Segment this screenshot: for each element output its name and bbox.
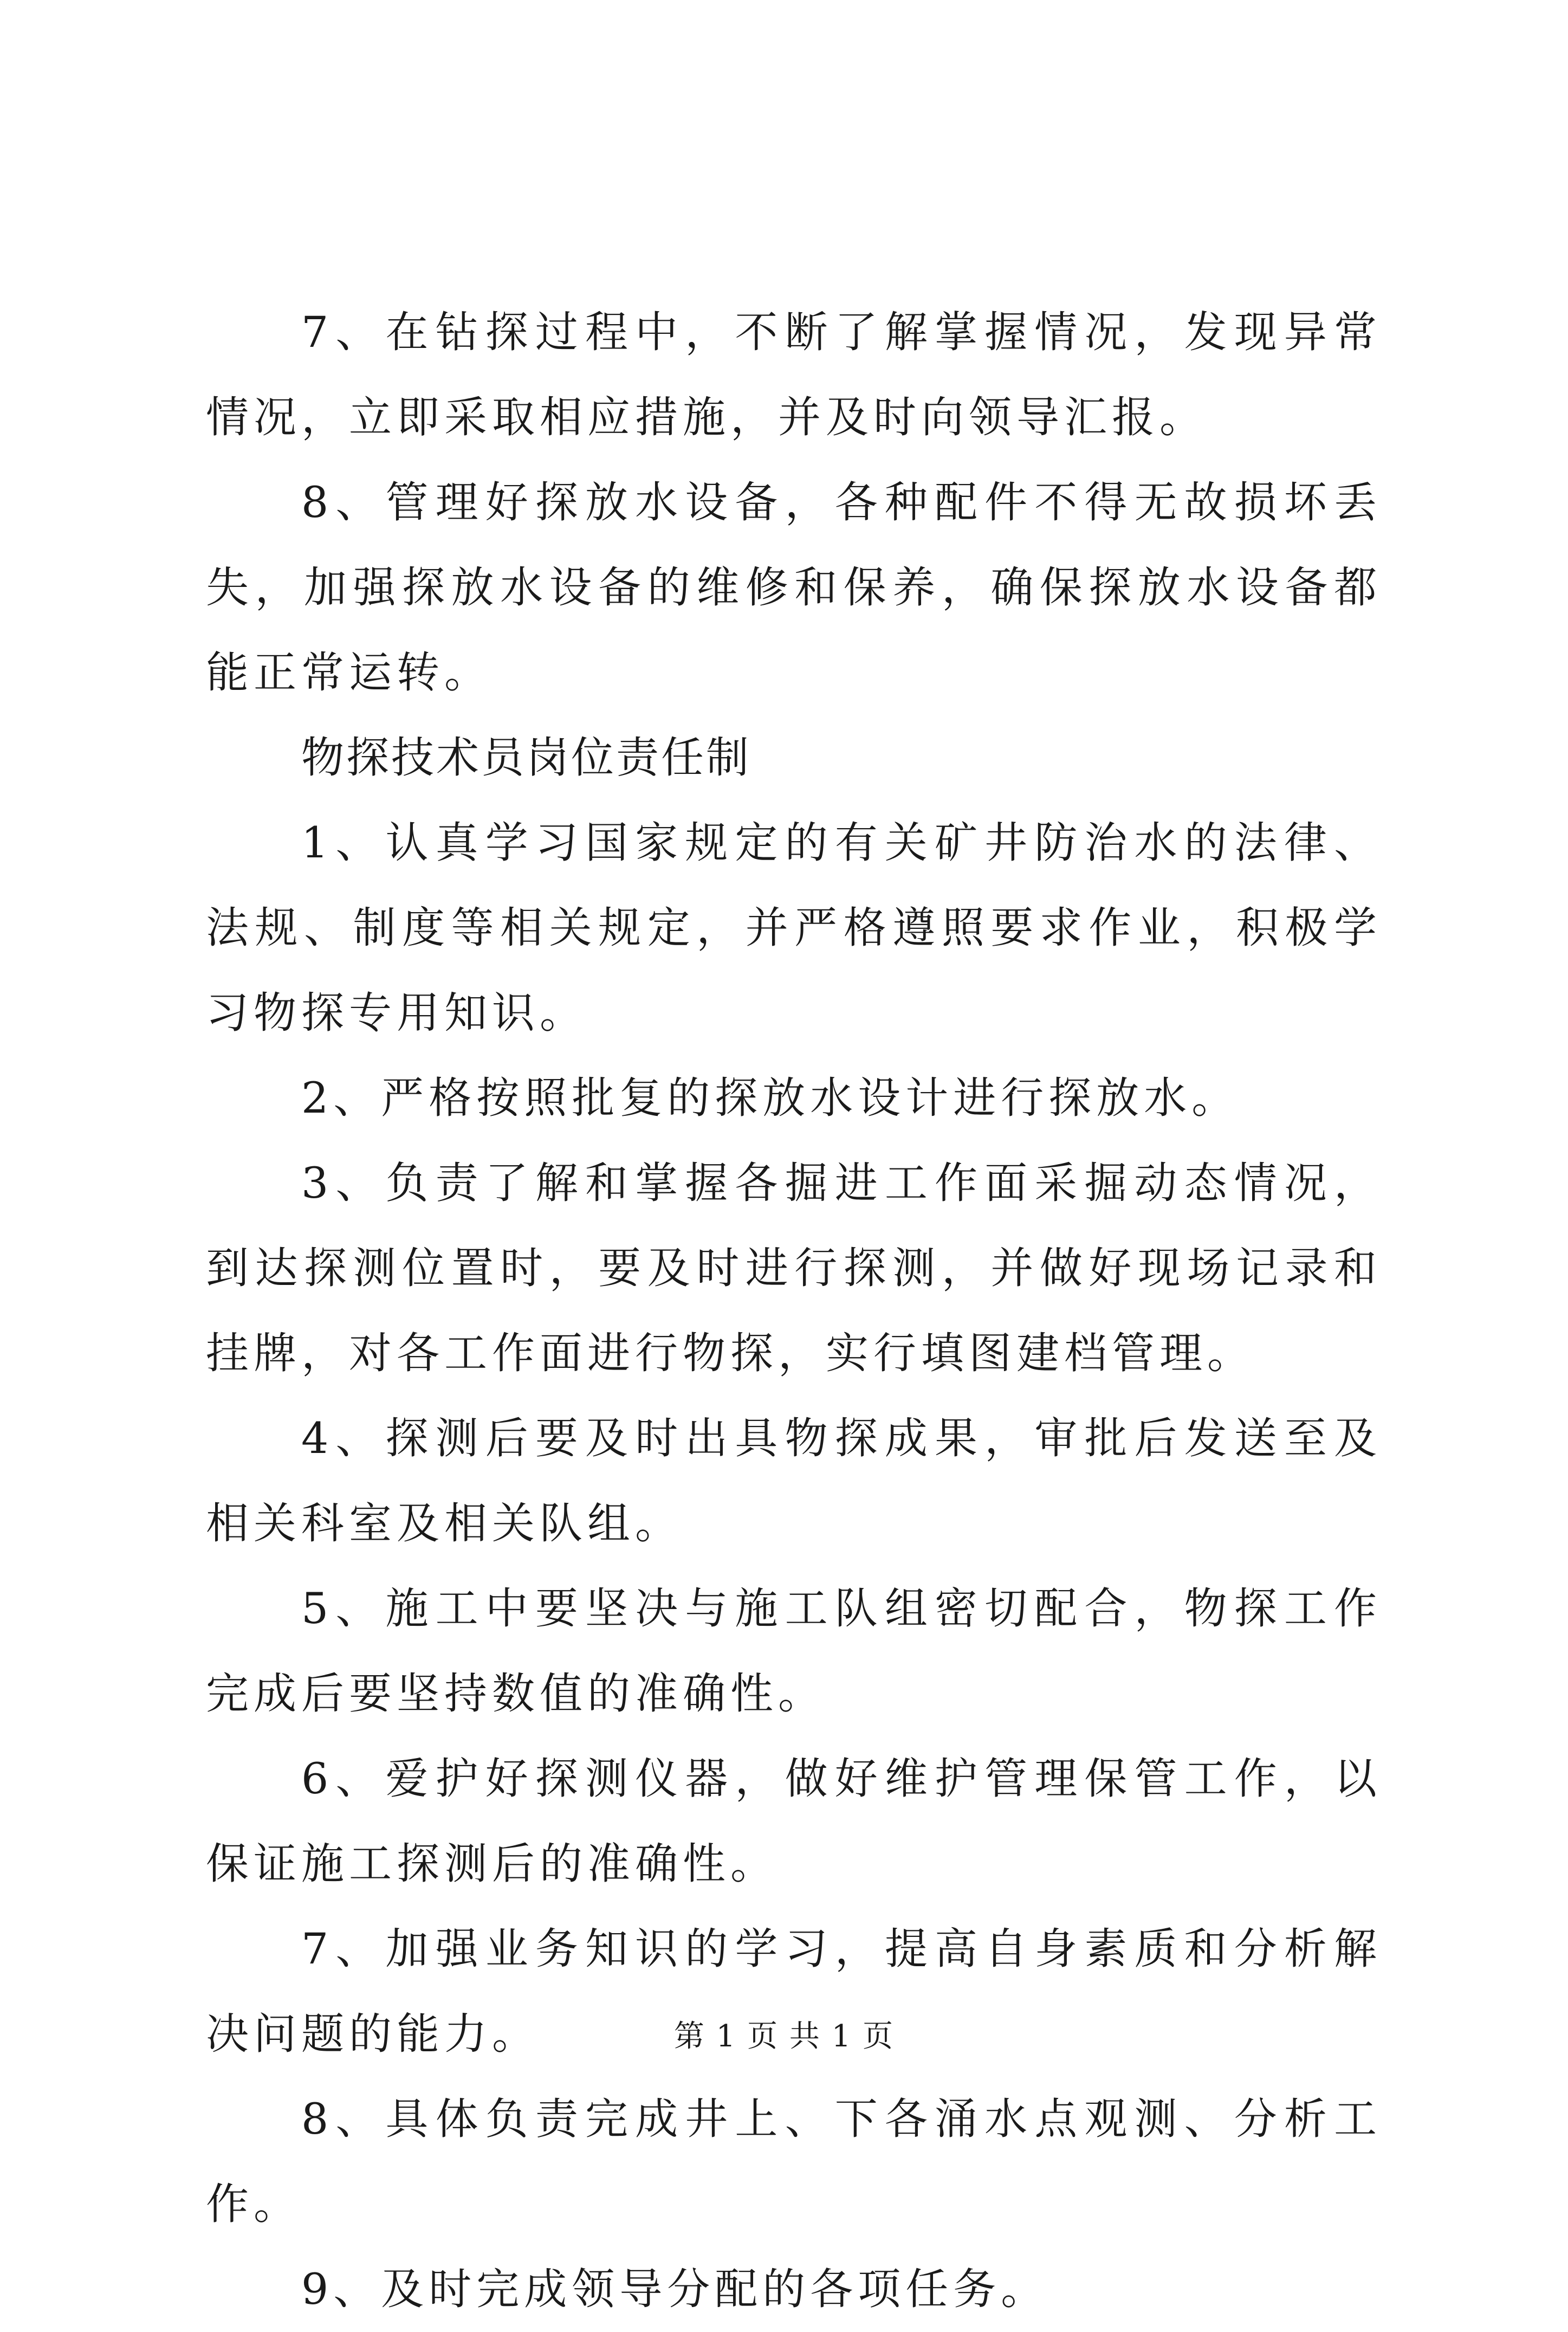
- list-item-2: 2、严格按照批复的探放水设计进行探放水。: [301, 1073, 1240, 1123]
- page-number: 第 1 页 共 1 页: [673, 2019, 895, 2054]
- list-item-7: 7、加强业务知识的学习，提高自身素质和分析解决问题的能力。: [206, 1924, 1382, 2059]
- list-item-4: 4、探测后要及时出具物探成果，审批后发送至及相关科室及相关队组。: [206, 1413, 1382, 1548]
- paragraph-item-8: 8、管理好探放水设备，各种配件不得无故损坏丢失，加强探放水设备的维修和保养，确保探放水设备都能正常运转。: [206, 477, 1382, 697]
- section-title: 物探技术员岗位责任制: [301, 733, 751, 783]
- list-item-8: 8、具体负责完成井上、下各涌水点观测、分析工作。: [206, 2094, 1382, 2229]
- list-item-1: 1、认真学习国家规定的有关矿井防治水的法律、法规、制度等相关规定，并严格遵照要求作业，积极学习物探专用知识。: [206, 818, 1382, 1038]
- list-item-5: 5、施工中要坚决与施工队组密切配合，物探工作完成后要坚持数值的准确性。: [206, 1584, 1382, 1719]
- list-item-3: 3、负责了解和掌握各掘进工作面采掘动态情况，到达探测位置时，要及时进行探测，并做好现场记录和挂牌，对各工作面进行物探，实行填图建档管理。: [206, 1158, 1382, 1378]
- paragraph-item-7: 7、在钻探过程中，不断了解掌握情况，发现异常情况，立即采取相应措施，并及时向领导汇报。: [206, 307, 1382, 442]
- list-item-9: 9、及时完成领导分配的各项任务。: [301, 2264, 1049, 2314]
- page-footer: [0, 2015, 1568, 2058]
- list-item-6: 6、爱护好探测仪器，做好维护管理保管工作，以保证施工探测后的准确性。: [206, 1754, 1382, 1889]
